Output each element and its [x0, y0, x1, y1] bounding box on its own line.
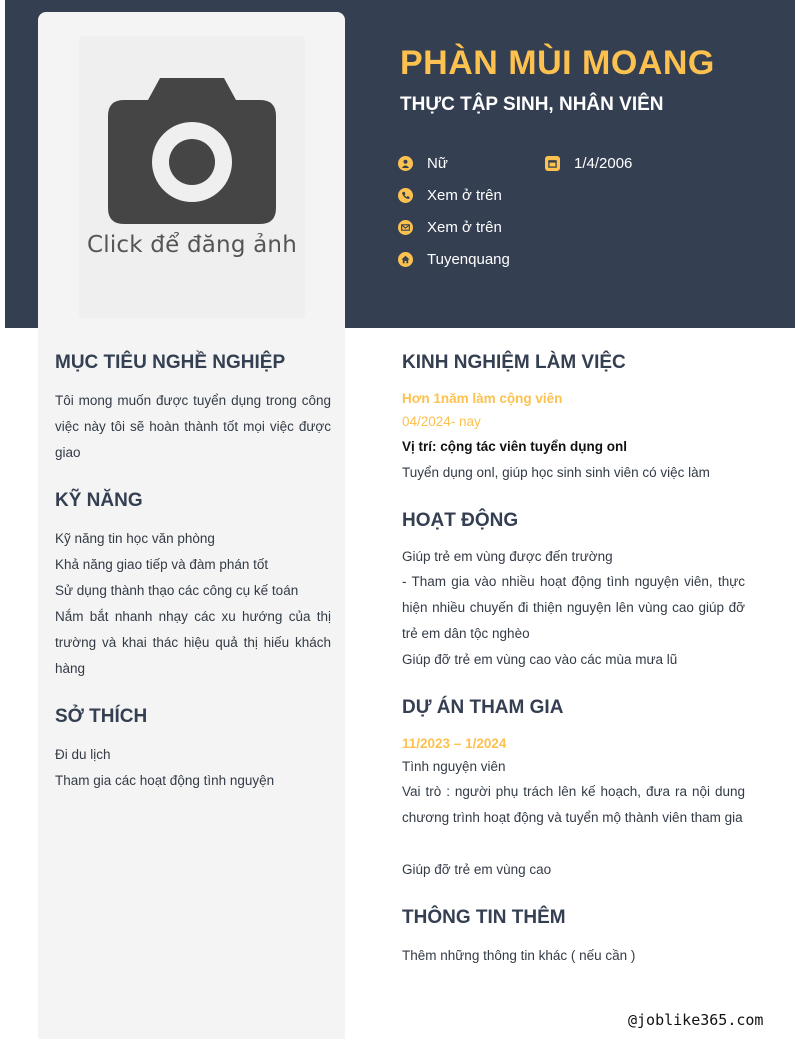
watermark: @joblike365.com	[628, 1011, 764, 1029]
extra-text: Thêm những thông tin khác ( nếu cần )	[402, 948, 636, 963]
project-name: Tình nguyện viên	[402, 759, 506, 774]
gender-value: Nữ	[427, 155, 448, 172]
camera-icon	[108, 78, 276, 224]
address-row	[398, 251, 510, 268]
project-description: Giúp đỡ trẻ em vùng cao	[402, 862, 552, 877]
email-row	[398, 219, 502, 236]
hobby-item: Đi du lịch	[55, 747, 111, 762]
skills-title: KỸ NĂNG	[55, 490, 143, 511]
objective-text: Tôi mong muốn được tuyển dụng trong công việc này tôi sẽ hoàn thành tốt mọi việc được giao	[55, 393, 331, 460]
skill-item: Nắm bắt nhanh nhạy các xu hướng của thị trường và khai thác hiệu quả thị hiếu khách hàng	[55, 609, 331, 676]
candidate-name: PHÀN MÙI MOANG	[400, 44, 715, 82]
address-value: Tuyenquang	[427, 251, 510, 268]
home-icon	[398, 252, 413, 267]
photo-upload[interactable]	[79, 36, 305, 318]
email-icon	[398, 220, 413, 235]
photo-label: Click để đăng ảnh	[86, 232, 297, 258]
activity-item: - Tham gia vào nhiều hoạt động tình nguyện viên, thực hiện nhiều chuyến đi thiện nguyện lên vùng cao giúp đỡ trẻ em dân tộc nghèo	[402, 574, 745, 641]
experience-title: KINH NGHIỆM LÀM VIỆC	[402, 352, 626, 373]
activity-item: Giúp trẻ em vùng được đến trường	[402, 549, 613, 564]
hobbies-title: SỞ THÍCH	[55, 706, 148, 727]
project-period: 11/2023 – 1/2024	[402, 736, 507, 751]
experience-role: Vị trí: cộng tác viên tuyển dụng onl	[402, 439, 628, 454]
email-value: Xem ở trên	[427, 219, 502, 236]
skill-item: Sử dụng thành thạo các công cụ kế toán	[55, 583, 299, 598]
skill-item: Kỹ năng tin học văn phòng	[55, 531, 215, 546]
hobby-item: Tham gia các hoạt động tình nguyện	[55, 773, 275, 788]
activities-title: HOẠT ĐỘNG	[402, 510, 519, 531]
experience-company: Hơn 1năm làm cộng viên	[402, 391, 563, 406]
objective-title: MỤC TIÊU NGHỀ NGHIỆP	[55, 352, 286, 373]
gender-row	[398, 155, 448, 172]
phone-row	[398, 187, 502, 204]
activity-item: Giúp đỡ trẻ em vùng cao vào các mùa mưa lũ	[402, 652, 678, 667]
projects-title: DỰ ÁN THAM GIA	[402, 697, 564, 718]
experience-period: 04/2024- nay	[402, 414, 481, 429]
phone-icon	[398, 188, 413, 203]
dob-value: 1/4/2006	[574, 155, 633, 172]
project-role: Vai trò : người phụ trách lên kế hoạch, đưa ra nội dung chương trình hoạt động và tuyển mộ thành viên tham gia	[402, 784, 745, 825]
candidate-position: THỰC TẬP SINH, NHÂN VIÊN	[400, 94, 664, 115]
phone-value: Xem ở trên	[427, 187, 502, 204]
experience-description: Tuyển dụng onl, giúp học sinh sinh viên có việc làm	[402, 465, 710, 480]
dob-row	[545, 155, 632, 172]
extra-title: THÔNG TIN THÊM	[402, 907, 566, 928]
skill-item: Khả năng giao tiếp và đàm phán tốt	[55, 557, 269, 572]
calendar-icon	[545, 156, 560, 171]
user-icon	[398, 156, 413, 171]
